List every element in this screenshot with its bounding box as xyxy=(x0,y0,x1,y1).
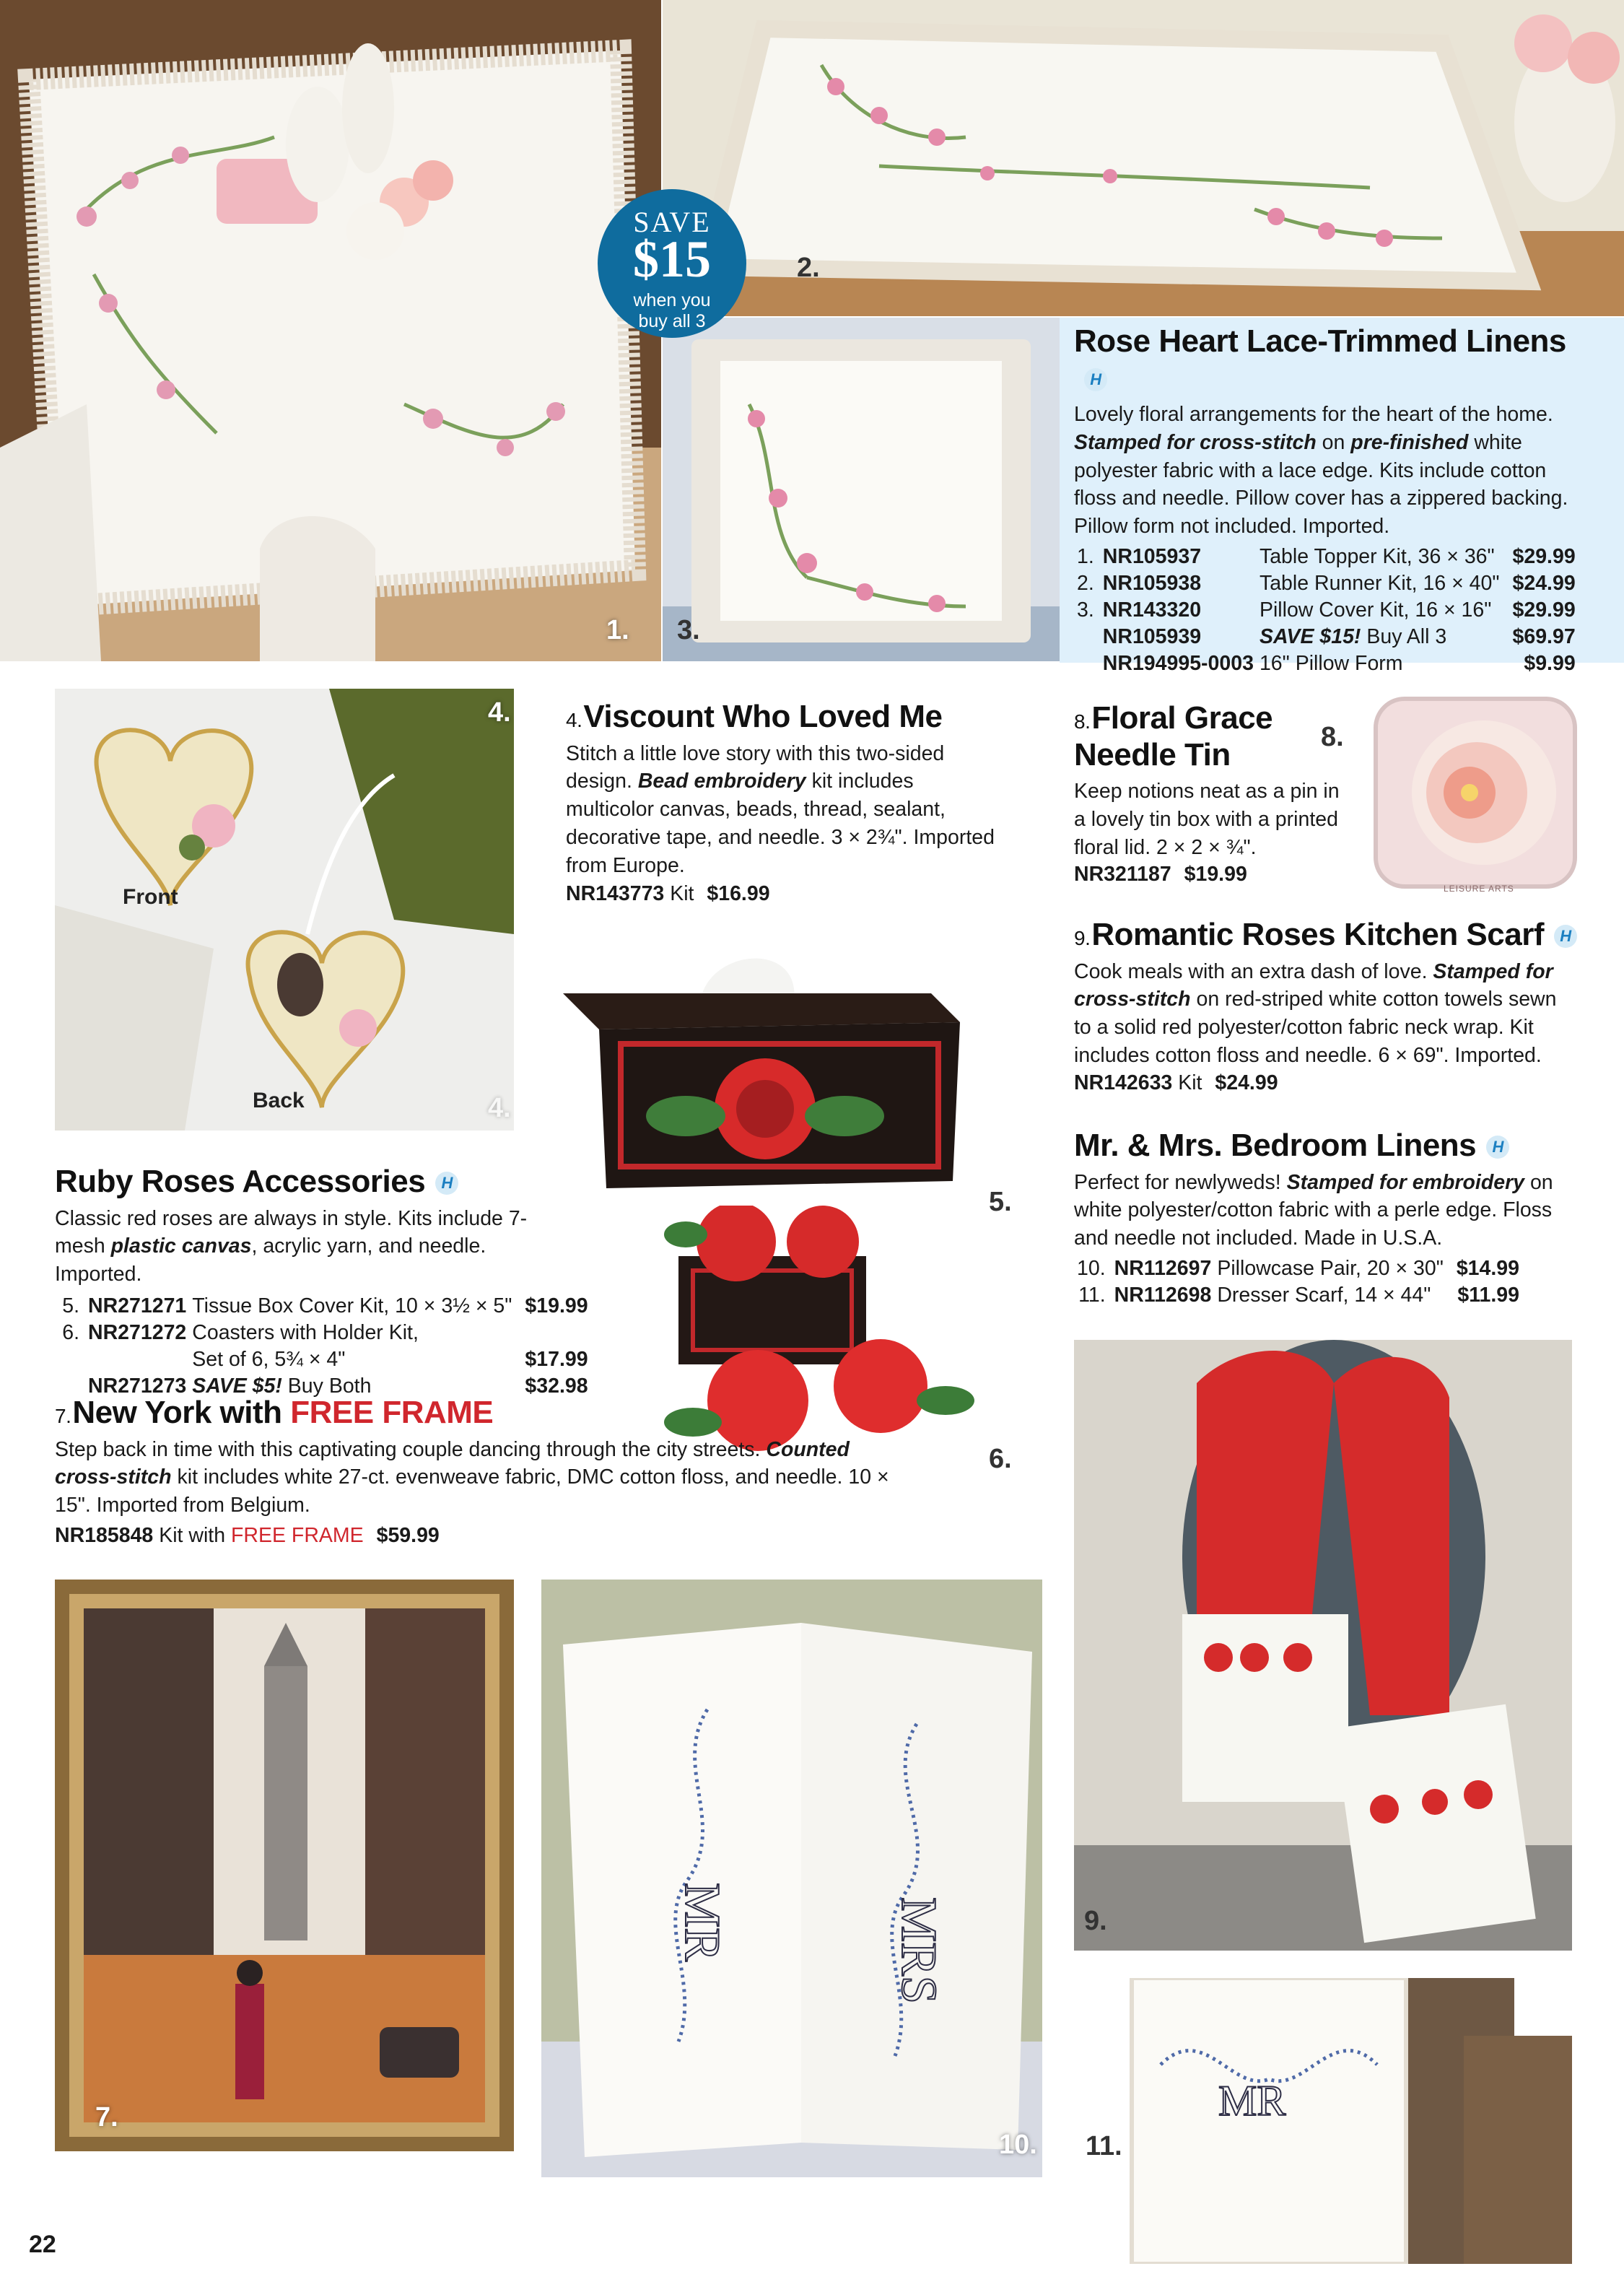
sku-price xyxy=(515,1320,590,1346)
tin-lid-text: LEISURE ARTS xyxy=(1444,884,1514,894)
kitchen-scarf-description xyxy=(1074,958,1579,1070)
table-row xyxy=(55,1293,591,1320)
rose-heart-desc-a: Lovely floral arrangements for the heart of the home. xyxy=(1074,403,1553,427)
pillow-cover-photo xyxy=(663,318,1060,661)
sku-code: NR143320 xyxy=(1102,598,1202,622)
tissue-box-photo xyxy=(556,936,967,1193)
sku-code: NR142633 xyxy=(1074,1071,1173,1094)
back-label: Back xyxy=(253,1089,305,1112)
table-row xyxy=(1074,544,1579,570)
sku-number xyxy=(1074,624,1100,650)
item-number-8: 8. xyxy=(1321,722,1344,752)
ruby-desc-c: , acrylic yarn, and needle. Imported. xyxy=(55,1234,486,1286)
sku-code: NR105938 xyxy=(1102,571,1202,595)
sku-desc-text: Buy Both xyxy=(287,1374,372,1398)
sku-code: NR271271 xyxy=(88,1294,187,1317)
floral-tin-title-2: Needle Tin xyxy=(1074,736,1231,772)
ruby-sku-table xyxy=(55,1293,591,1400)
handmade-badge-icon: H xyxy=(1554,925,1577,948)
sku-code: NR321187 xyxy=(1074,863,1171,886)
ruby-desc-b: plastic canvas xyxy=(110,1234,252,1258)
viscount-desc-b: Bead embroidery xyxy=(637,770,806,793)
bedroom-sku-table xyxy=(1074,1255,1522,1309)
sku-kit-label: Kit xyxy=(1178,1071,1202,1094)
viscount-desc-a: Stitch a little love story with this two-sided design. xyxy=(566,741,945,793)
viscount-sku xyxy=(566,882,999,906)
rose-heart-title-text: Rose Heart Lace-Trimmed Linens xyxy=(1074,323,1566,359)
rose-heart-description xyxy=(1074,401,1572,541)
viscount-section xyxy=(566,699,999,906)
sku-price: $29.99 xyxy=(1512,598,1576,622)
bedroom-linens-title-text: Mr. & Mrs. Bedroom Linens xyxy=(1074,1128,1477,1163)
kitchen-scarf-desc-b: Stamped for cross-stitch xyxy=(1074,959,1553,1011)
ruby-roses-title-text: Ruby Roses Accessories xyxy=(55,1164,426,1199)
floral-tin-sku xyxy=(1074,863,1355,886)
item-number-11: 11. xyxy=(1086,2131,1122,2161)
kitchen-scarf-section xyxy=(1074,917,1579,1095)
save-badge-line-1: when you xyxy=(633,290,711,310)
sku-number: 10. xyxy=(1077,1256,1106,1280)
sku-code: NR105937 xyxy=(1102,544,1202,568)
item-number-10: 10. xyxy=(999,2130,1037,2160)
sku-code: NR105939 xyxy=(1102,625,1202,649)
sku-description: Pillow Cover Kit, 16 × 16" xyxy=(1259,598,1492,622)
item-number-1: 1. xyxy=(606,615,629,645)
sku-desc-text: Buy All 3 xyxy=(1366,625,1447,649)
item-number-3: 3. xyxy=(677,615,700,645)
item-number-2: 2. xyxy=(797,253,820,283)
bedroom-desc-b: Stamped for embroidery xyxy=(1286,1170,1525,1194)
needle-tin-photo xyxy=(1361,684,1589,901)
bedroom-linens-description xyxy=(1074,1169,1579,1253)
sku-number: 11. xyxy=(1078,1283,1106,1307)
ruby-roses-section xyxy=(55,1164,618,1400)
kitchen-scarf-title-text: Romantic Roses Kitchen Scarf xyxy=(1091,917,1544,952)
sku-kit-label: Kit xyxy=(670,882,694,906)
item-number-4: 4. xyxy=(488,697,511,728)
page-number: 22 xyxy=(29,2231,56,2258)
sku-code: NR143773 xyxy=(566,882,665,906)
free-frame-title: FREE FRAME xyxy=(290,1395,494,1430)
sku-price: $17.99 xyxy=(525,1347,588,1371)
new-york-title-text: New York with xyxy=(72,1395,282,1430)
sku-description: Table Topper Kit, 36 × 36" xyxy=(1259,544,1495,568)
save-badge-line-2: buy all 3 xyxy=(638,310,706,331)
new-york-sku xyxy=(55,1524,921,1548)
new-york-desc-c: kit includes white 27-ct. evenweave fabric, DMC cotton floss, and needle. 10 × 15". Imported from Belgium. xyxy=(55,1465,889,1517)
table-row xyxy=(1074,570,1579,597)
save-15-badge xyxy=(598,189,746,338)
rose-heart-desc-e: white polyester fabric with a lace edge. Kits include cotton floss and needle. Pillow cover has a zippered backing. Pillow form not included. Imported. xyxy=(1074,430,1568,539)
sku-price: $32.98 xyxy=(525,1374,588,1398)
viscount-ornament-photo xyxy=(55,689,514,1131)
item-number-7: 7. xyxy=(95,2102,118,2133)
save-badge-amount: $15 xyxy=(633,230,711,288)
sku-price: $69.97 xyxy=(1512,625,1576,649)
floral-tin-section xyxy=(1074,700,1355,886)
rose-heart-desc-b: Stamped for cross-stitch xyxy=(1074,430,1317,454)
bedroom-linens-section xyxy=(1074,1128,1579,1309)
sku-number: 5. xyxy=(62,1294,79,1317)
sku-code: NR185848 xyxy=(55,1523,154,1547)
kitchen-scarf-number: 9. xyxy=(1074,927,1091,949)
table-topper-photo xyxy=(0,0,661,661)
table-row xyxy=(1074,597,1579,624)
viscount-number: 4. xyxy=(566,709,582,731)
sku-number: 1. xyxy=(1077,544,1094,568)
handmade-badge-icon: H xyxy=(435,1172,458,1195)
rose-heart-section xyxy=(1074,323,1576,677)
kitchen-scarf-desc-c: on red-striped white cotton towels sewn to a solid red polyester/cotton fabric neck wrap. Kit includes cotton floss and needle. 6 × 69". Imported. xyxy=(1074,988,1557,1067)
item-number-6: 6. xyxy=(989,1444,1012,1474)
rose-heart-title xyxy=(1074,323,1572,396)
table-row xyxy=(1074,624,1579,650)
sku-description xyxy=(1257,624,1503,650)
item-number-9: 9. xyxy=(1084,1906,1107,1936)
sku-number: 3. xyxy=(1077,598,1094,622)
new-york-desc-b: Counted cross-stitch xyxy=(55,1437,850,1489)
new-york-description xyxy=(55,1436,907,1520)
new-york-desc-a: Step back in time with this captivating couple dancing through the city streets. xyxy=(55,1437,761,1461)
table-row xyxy=(55,1320,591,1346)
kitchen-scarf-title xyxy=(1074,917,1579,954)
sku-price: $16.99 xyxy=(707,882,770,906)
sku-price: $11.99 xyxy=(1457,1283,1519,1307)
sku-price: $29.99 xyxy=(1512,544,1576,568)
svg-text:MRS: MRS xyxy=(891,1897,946,2004)
table-row xyxy=(55,1346,591,1373)
sku-code: NR194995-0003 xyxy=(1102,652,1254,676)
sku-code: NR271272 xyxy=(88,1320,187,1344)
kitchen-scarf-sku xyxy=(1074,1071,1579,1095)
mr-mrs-pillowcase-photo xyxy=(541,1580,1042,2177)
sku-price: $9.99 xyxy=(1524,652,1576,676)
sku-description: Table Runner Kit, 16 × 40" xyxy=(1259,571,1500,595)
sku-code xyxy=(85,1346,189,1373)
bedroom-desc-a: Perfect for newlyweds! xyxy=(1074,1170,1281,1194)
sku-kit-label: Kit with xyxy=(159,1523,226,1547)
sku-description: 16" Pillow Form xyxy=(1259,652,1403,676)
sku-price: $19.99 xyxy=(525,1294,588,1317)
item-number-5: 5. xyxy=(989,1187,1012,1217)
floral-tin-number: 8. xyxy=(1074,710,1091,733)
save-badge-save: SAVE xyxy=(633,206,711,238)
ruby-roses-description xyxy=(55,1205,575,1289)
bedroom-linens-title xyxy=(1074,1128,1579,1164)
sku-description: Set of 6, 5¾ × 4" xyxy=(192,1347,346,1371)
sku-number: 6. xyxy=(62,1320,79,1344)
floral-tin-title-1: Floral Grace xyxy=(1091,700,1273,736)
sku-price: $19.99 xyxy=(1184,863,1247,886)
floral-tin-title xyxy=(1074,700,1355,773)
sku-number xyxy=(1074,650,1100,677)
kitchen-scarf-photo xyxy=(1074,1340,1572,1951)
sku-number xyxy=(55,1346,85,1373)
sku-code: NR112698 xyxy=(1114,1283,1212,1307)
sku-number: 2. xyxy=(1077,571,1094,595)
rose-heart-desc-c: on xyxy=(1322,430,1345,454)
sku-price: $24.99 xyxy=(1512,571,1576,595)
sku-save-text: SAVE $5! xyxy=(192,1374,282,1398)
sku-description: Pillowcase Pair, 20 × 30" xyxy=(1217,1256,1444,1280)
table-row xyxy=(1074,1282,1522,1309)
viscount-title-text: Viscount Who Loved Me xyxy=(583,699,943,734)
new-york-cross-stitch-photo xyxy=(55,1580,514,2151)
rose-heart-sku-table xyxy=(1074,544,1579,677)
new-york-title xyxy=(55,1395,921,1432)
front-label: Front xyxy=(123,885,178,909)
table-row xyxy=(1074,650,1579,677)
free-frame-label: FREE FRAME xyxy=(230,1523,364,1547)
sku-description: Dresser Scarf, 14 × 44" xyxy=(1217,1283,1431,1307)
sku-price: $24.99 xyxy=(1215,1071,1278,1094)
viscount-desc-c: kit includes multicolor canvas, beads, thread, sealant, decorative tape, and needle. 3 × 2¾". Imported from Europe. xyxy=(566,770,995,877)
sku-code: NR112697 xyxy=(1114,1256,1212,1280)
save-badge-condition xyxy=(598,290,746,332)
new-york-number: 7. xyxy=(55,1405,71,1427)
viscount-description xyxy=(566,740,999,880)
sku-description: Coasters with Holder Kit, xyxy=(192,1320,419,1344)
sku-save-text: SAVE $15! xyxy=(1259,625,1361,649)
floral-tin-description: Keep notions neat as a pin in a lovely tin box with a printed floral lid. 2 × 2 × ¾". xyxy=(1074,780,1340,859)
table-row xyxy=(1074,1255,1522,1282)
bedroom-desc-c: on white polyester/cotton fabric with a perle edge. Floss and needle not included. Made in U.S.A. xyxy=(1074,1170,1553,1250)
handmade-badge-icon: H xyxy=(1486,1136,1509,1159)
sku-code: NR271273 xyxy=(88,1374,187,1398)
kitchen-scarf-desc-a: Cook meals with an extra dash of love. xyxy=(1074,959,1428,983)
svg-text:MR: MR xyxy=(674,1883,730,1961)
dresser-scarf-photo xyxy=(1074,1978,1572,2264)
ruby-roses-title xyxy=(55,1164,618,1201)
sku-price: $14.99 xyxy=(1456,1256,1519,1280)
item-number-4-alt: 4. xyxy=(488,1093,511,1123)
ruby-desc-a: Classic red roses are always in style. Kits include 7-mesh xyxy=(55,1206,528,1258)
sku-description: Tissue Box Cover Kit, 10 × 3½ × 5" xyxy=(192,1294,512,1317)
rose-heart-desc-d: pre-finished xyxy=(1350,430,1469,454)
handmade-badge-icon: H xyxy=(1084,368,1107,391)
svg-text:MR: MR xyxy=(1218,2077,1286,2125)
viscount-title xyxy=(566,699,999,736)
sku-price: $59.99 xyxy=(376,1523,440,1547)
new-york-section xyxy=(55,1395,921,1548)
